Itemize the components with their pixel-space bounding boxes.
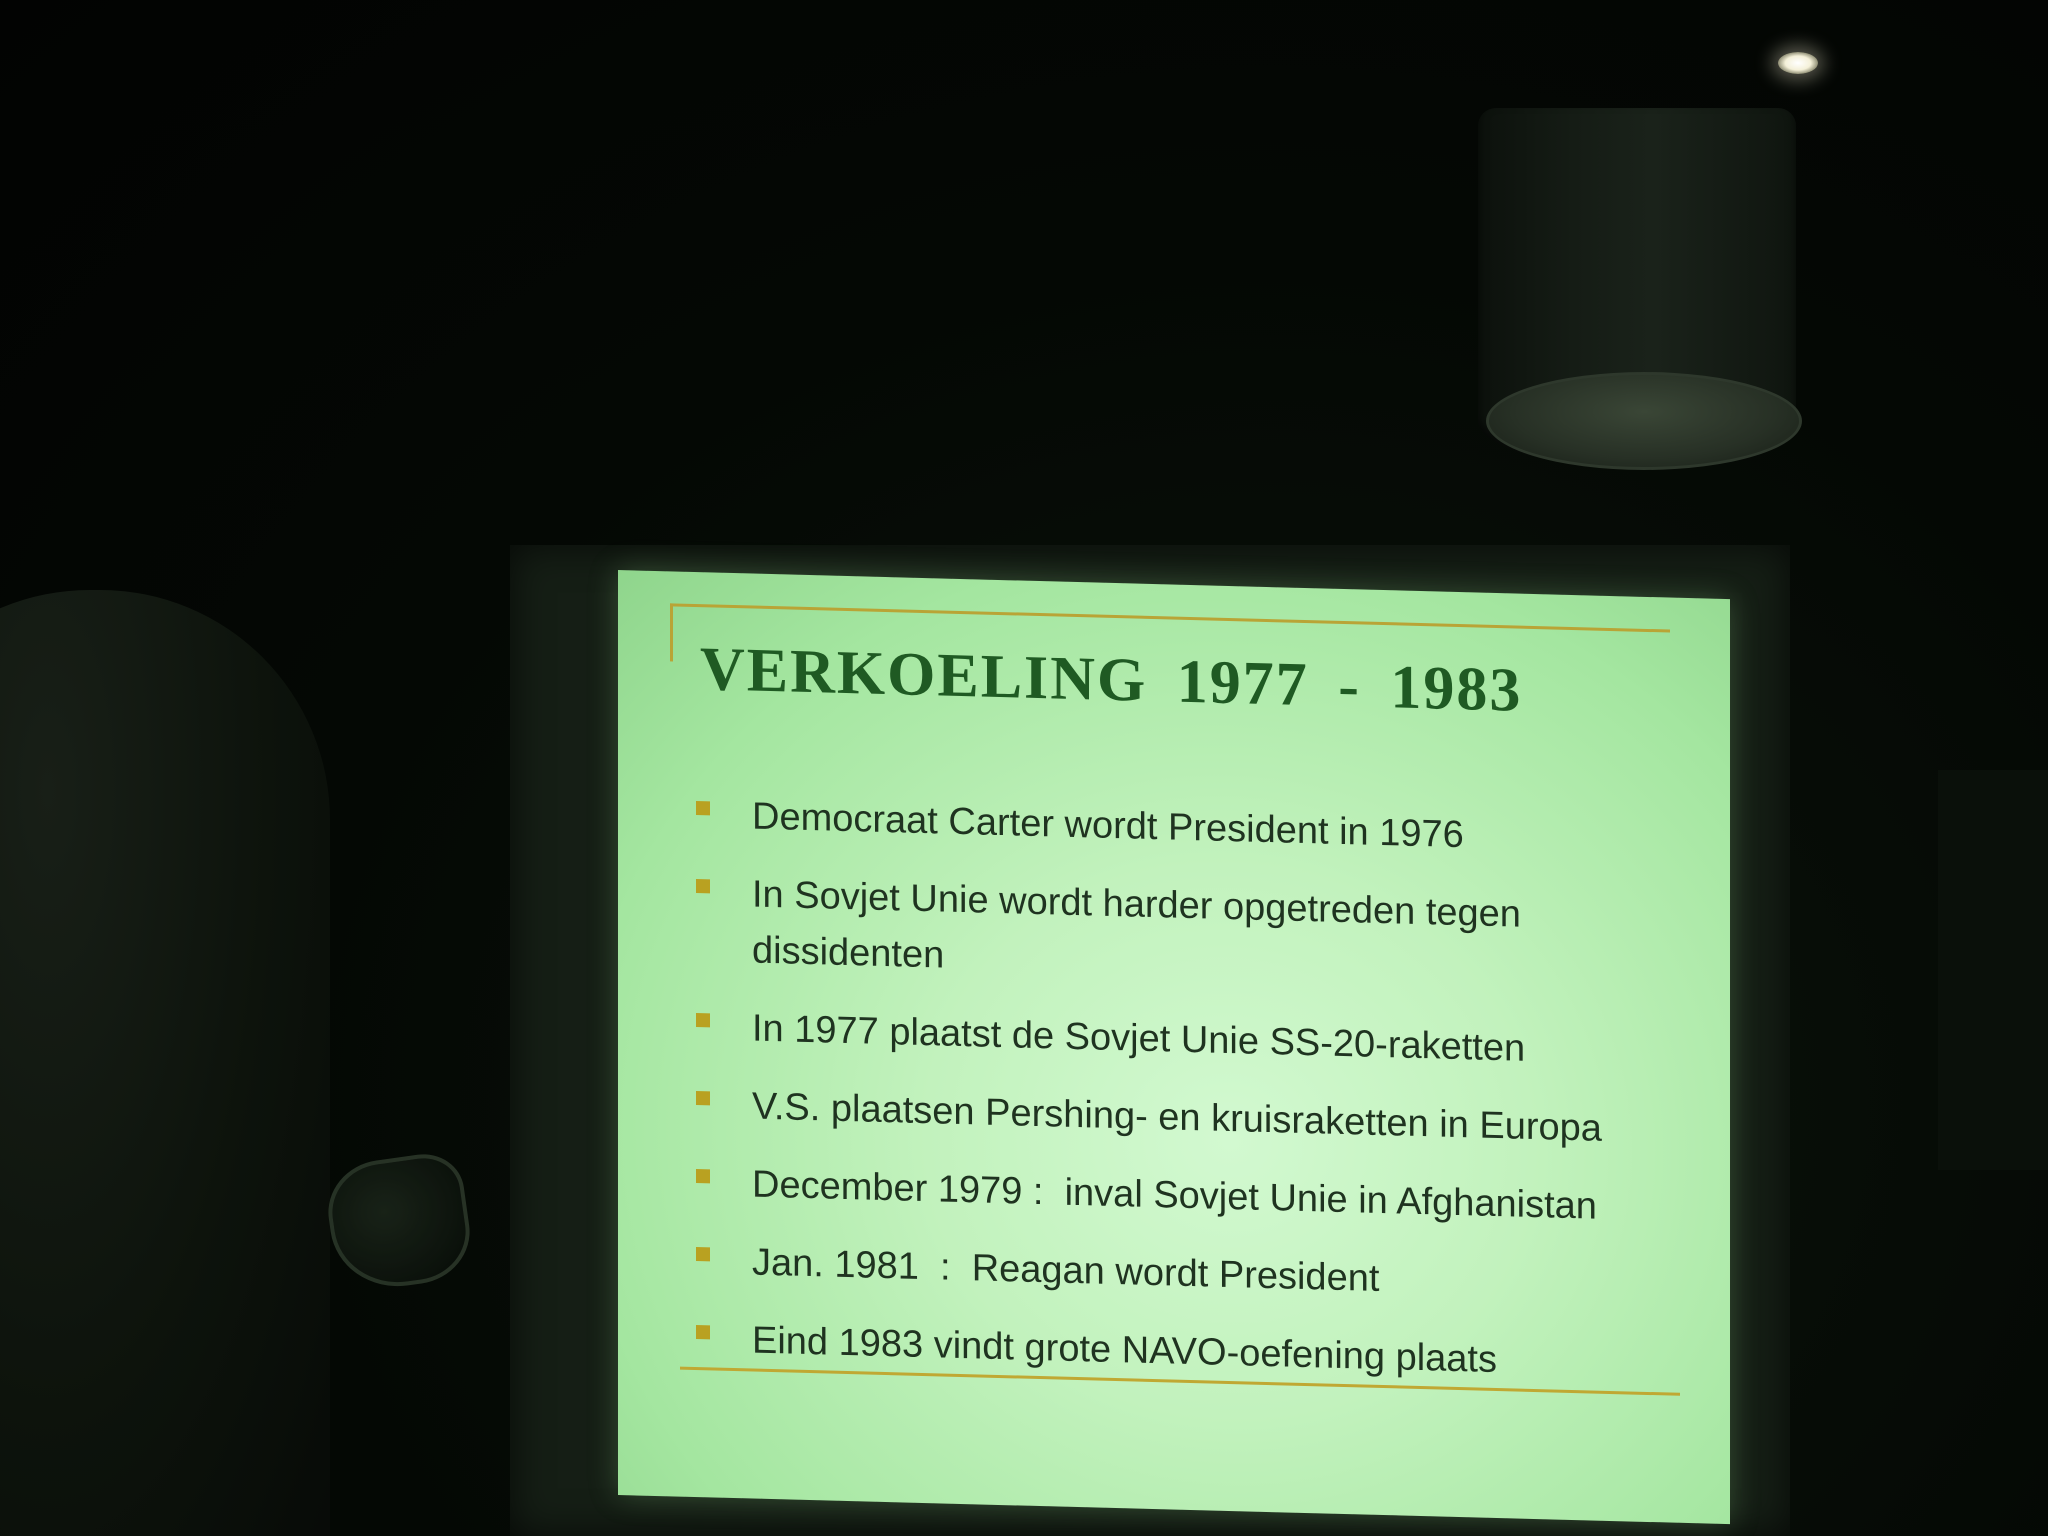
bullet-text: December 1979 : inval Sovjet Unie in Afghanistan (752, 1163, 1597, 1228)
wall-panel (1938, 770, 2048, 1170)
eyeglasses (322, 1149, 476, 1295)
bullet-text: Eind 1983 vindt grote NAVO-oefening plaats (752, 1319, 1497, 1382)
bullet-text: In Sovjet Unie wordt harder opgetreden tegen dissidenten (752, 873, 1532, 977)
square-bullet-icon (696, 1325, 710, 1339)
square-bullet-icon (696, 1091, 710, 1105)
slide-frame-top-line (670, 603, 1670, 632)
ceiling-light (1778, 52, 1818, 74)
bullet-item (696, 787, 1696, 869)
square-bullet-icon (696, 1169, 710, 1183)
bullet-item (696, 865, 1696, 1003)
bullet-item (696, 999, 1696, 1081)
slide-frame-left-line (670, 603, 673, 661)
bullet-item (696, 1077, 1696, 1159)
bullet-item (696, 1311, 1696, 1393)
square-bullet-icon (696, 1013, 710, 1027)
square-bullet-icon (696, 801, 710, 815)
bullet-text: Democraat Carter wordt President in 1976 (752, 795, 1464, 857)
bullet-list (696, 787, 1696, 1415)
presentation-slide (618, 570, 1730, 1524)
slide-title: VERKOELING 1977 - 1983 (700, 635, 1523, 725)
audience-member-silhouette (0, 590, 330, 1536)
square-bullet-icon (696, 1247, 710, 1261)
lampshade-rim (1486, 372, 1802, 470)
bullet-item (696, 1233, 1696, 1315)
bullet-text: Jan. 1981 : Reagan wordt President (752, 1241, 1380, 1300)
square-bullet-icon (696, 879, 710, 893)
bullet-item (696, 1155, 1696, 1237)
bullet-text: In 1977 plaatst de Sovjet Unie SS-20-raketten (752, 1007, 1526, 1070)
bullet-text: V.S. plaatsen Pershing- en kruisraketten in Europa (752, 1085, 1602, 1150)
